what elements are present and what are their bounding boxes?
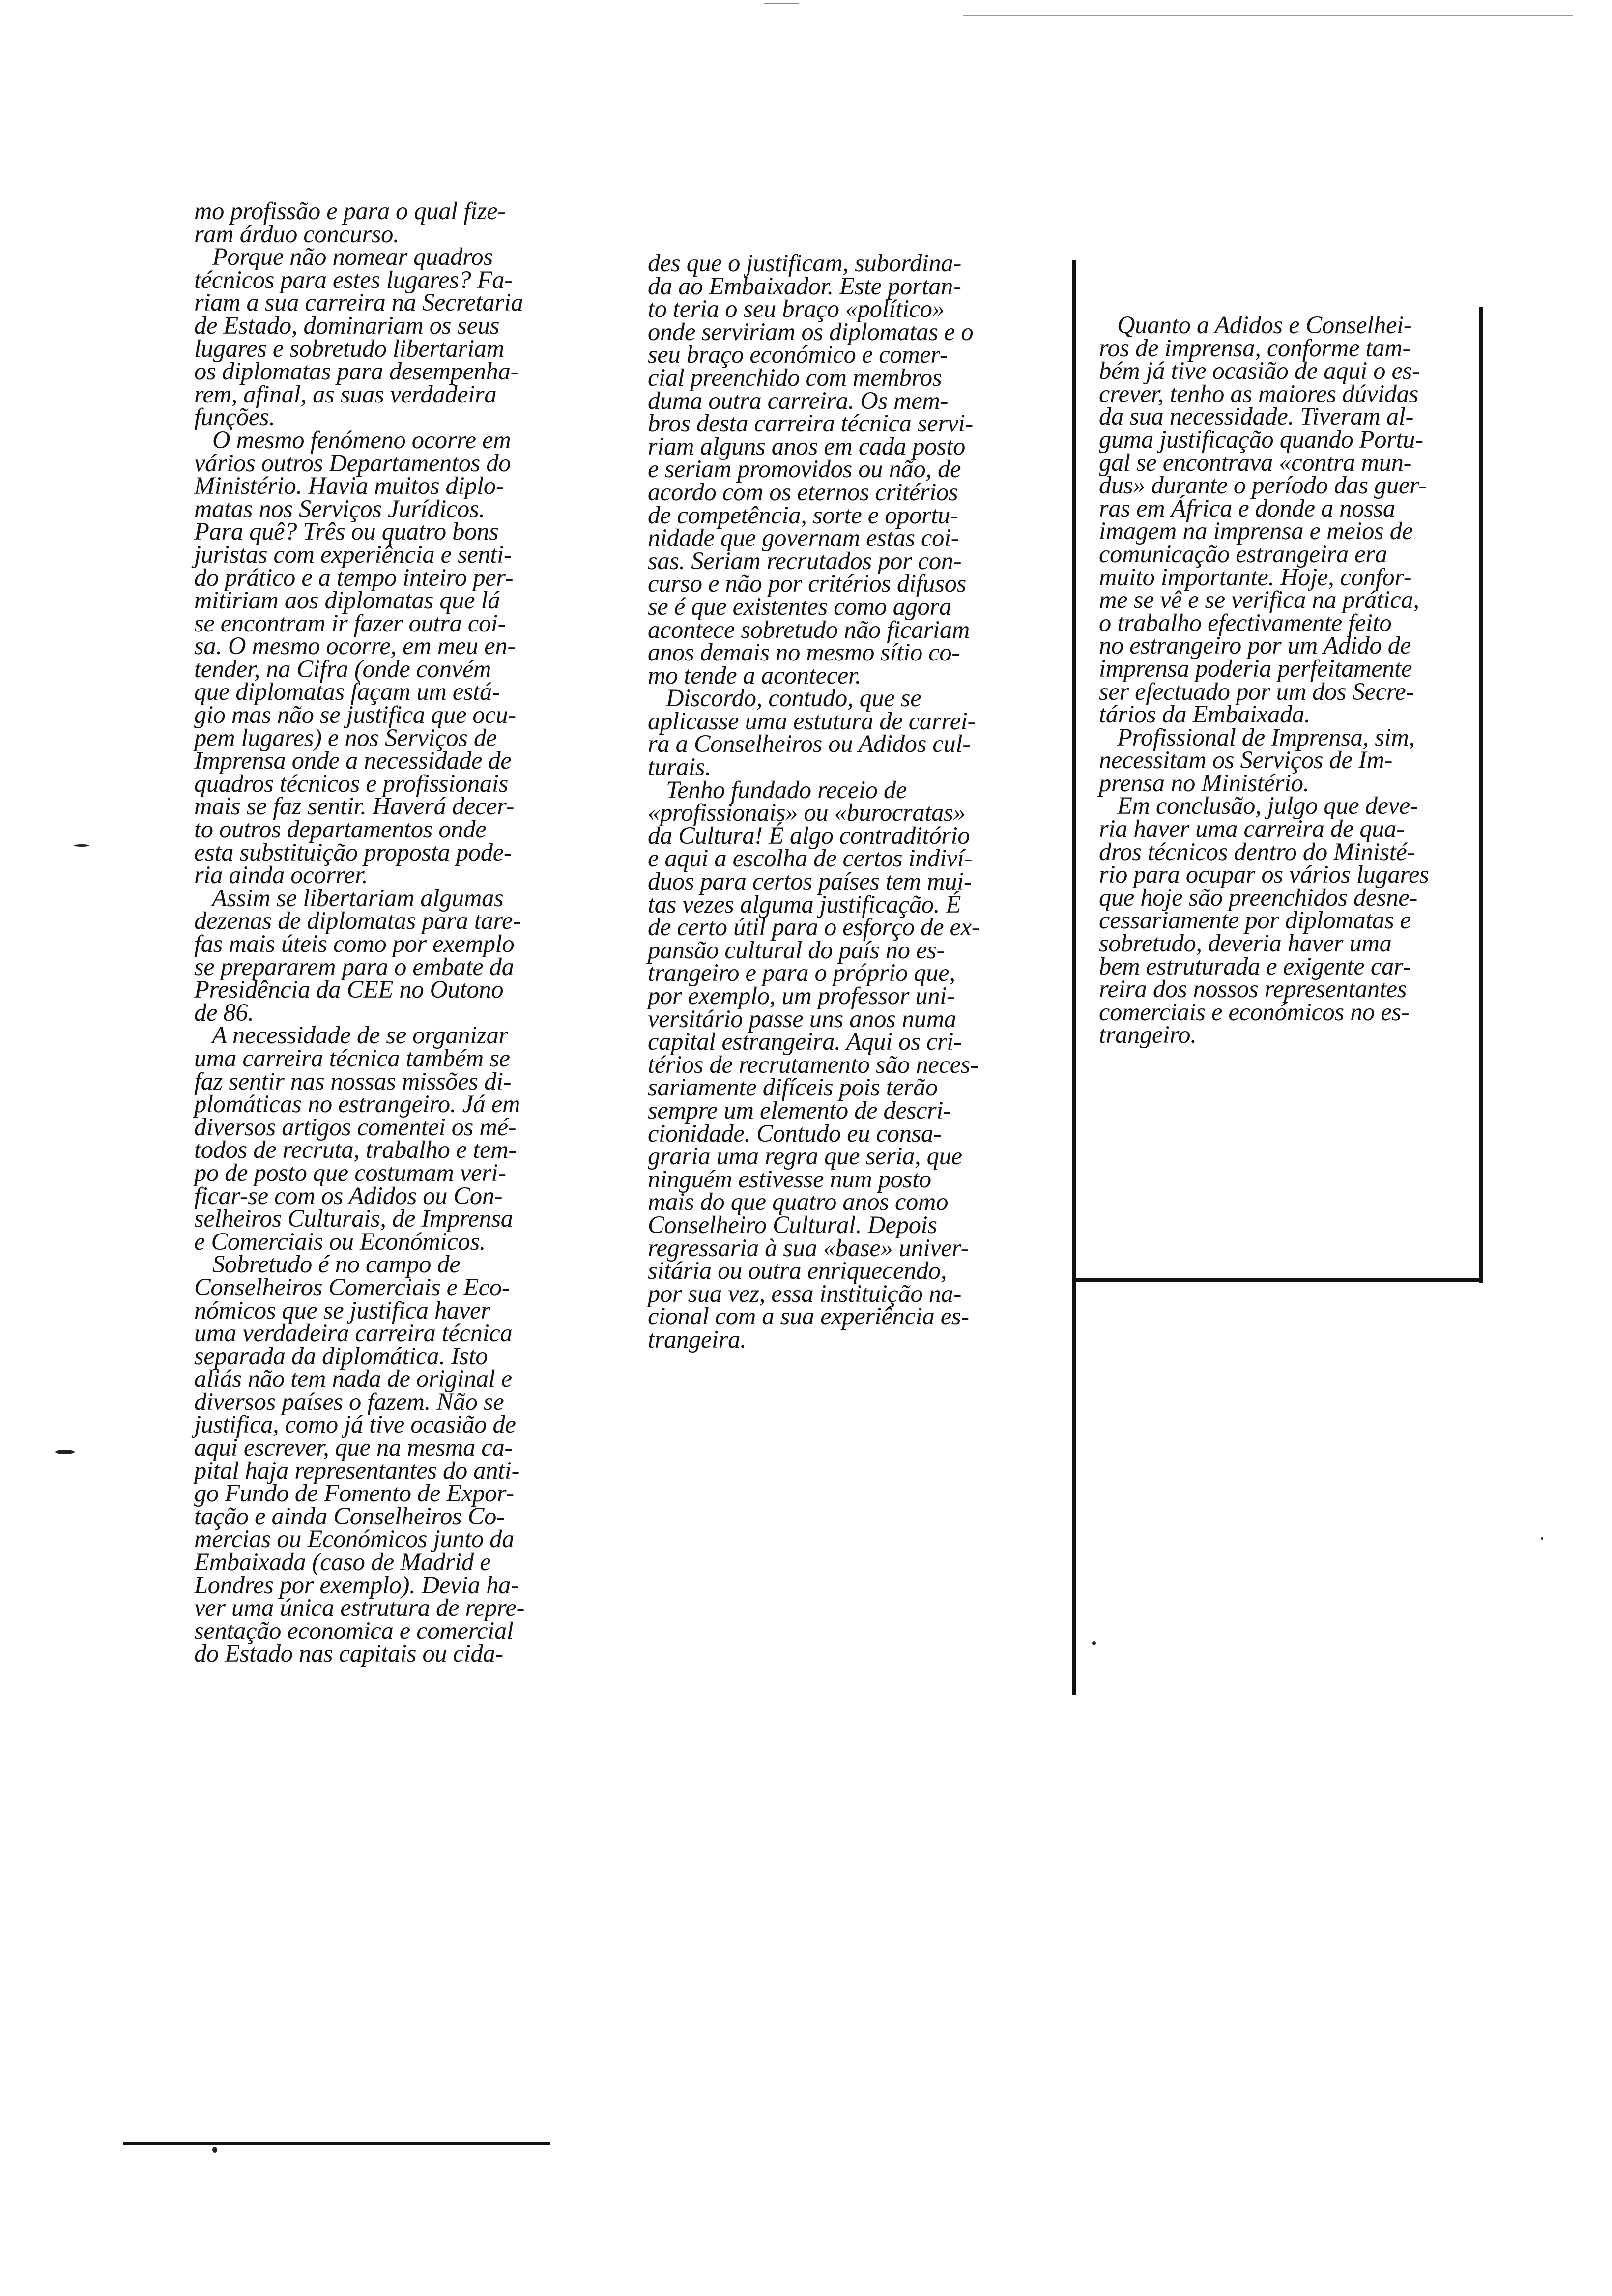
scan-speck bbox=[55, 1450, 75, 1454]
column-3-box-bottom-rule bbox=[1076, 1278, 1483, 1282]
scan-speck bbox=[212, 2147, 217, 2152]
scan-top-dash bbox=[764, 3, 799, 4]
scan-speck bbox=[1541, 1537, 1543, 1540]
article-column-2: des que o justificam, subordina- da ao Embaixador. Este portan- to teria o seu braço «político» onde serviriam os diplomatas e o seu braço económico e comer- cial preenchido com membros duma outra carreira. Os mem- bros desta carreira técnica servi- riam alguns anos em cada posto e seriam promovidos ou não, de acordo com os eternos critérios de competência, sorte e oportu- nidade que governam estas coi- sas. Seriam recrutados por con- curso e não por critérios difusos se é que existentes como agora acontece sobretudo não ficariam anos demais no mesmo sítio co- mo tende a acontecer. Discordo, contudo, que se aplicasse uma estutura de carrei- ra a Conselheiros ou Adidos cul- turais. Tenho fundado receio de «profissionais» ou «burocratas» da Cultura! É algo contraditório e aqui a escolha de certos indiví- duos para certos países tem mui- tas vezes alguma justificação. É de certo útil para o esforço de ex- pansão cultural do país no es- trangeiro e para o próprio que, por exemplo, um professor uni- versitário passe uns anos numa capital estrangeira. Aqui os cri- térios de recrutamento são neces- sariamente difíceis pois terão sempre um elemento de descri- cionidade. Contudo eu consa- graria uma regra que seria, que ninguém estivesse num posto mais do que quatro anos como Conselheiro Cultural. Depois regressaria à sua «base» univer- sitária ou outra enriquecendo, por sua vez, essa instituição na- cional com a sua experiência es- trangeira. bbox=[648, 249, 980, 1353]
column-2-right-rule bbox=[1072, 260, 1076, 1695]
scan-speck bbox=[74, 844, 89, 847]
article-column-1: mo profissão e para o qual fize- ram árduo concurso. Porque não nomear quadros técnicos para estes lugares? Fa- riam a sua carreira na Secretaria de Estado, dominariam os seus lugares e sobretudo libertariam os diplomatas para desempenha- rem, afinal, as suas verdadeira funções. O mesmo fenómeno ocorre em vários outros Departamentos do Ministério. Havia muitos diplo- matas nos Serviços Jurídicos. Para quê? Três ou quatro bons juristas com experiência e senti- do prático e a tempo inteiro per- mitiriam aos diplomatas que lá se encontram ir fazer outra coi- sa. O mesmo ocorre, em meu en- tender, na Cifra (onde convém que diplomatas façam um está- gio mas não se justifica que ocu- pem lugares) e nos Serviços de Imprensa onde a necessidade de quadros técnicos e profissionais mais se faz sentir. Haverá decer- to outros departamentos onde esta substituição proposta pode- ria ainda ocorrer. Assim se libertariam algumas dezenas de diplomatas para tare- fas mais úteis como por exemplo se prepararem para o embate da Presidência da CEE no Outono de 86. A necessidade de se organizar uma carreira técnica também se faz sentir nas nossas missões di- plomáticas no estrangeiro. Já em diversos artigos comentei os mé- todos de recruta, trabalho e tem- po de posto que costumam veri- ficar-se com os Adidos ou Con- selheiros Culturais, de Imprensa e Comerciais ou Económicos. Sobretudo é no campo de Conselheiros Comerciais e Eco- nómicos que se justifica haver uma verdadeira carreira técnica separada da diplomática. Isto aliás não tem nada de original e diversos países o fazem. Não se justifica, como já tive ocasião de aqui escrever, que na mesma ca- pital haja representantes do anti- go Fundo de Fomento de Expor- tação e ainda Conselheiros Co- mercias ou Económicos junto da Embaixada (caso de Madrid e Londres por exemplo). Devia ha- ver uma única estrutura de repre- sentação economica e comercial do Estado nas capitais ou cida- bbox=[194, 197, 525, 1667]
column-1-bottom-rule bbox=[123, 2142, 550, 2145]
article-column-3: Quanto a Adidos e Conselhei- ros de imprensa, conforme tam- bém já tive ocasião de aqui o es- crever, tenho as maiores dúvidas da sua necessidade. Tiveram al- guma justificação quando Portu- gal se encontrava «contra mun- dus» durante o período das guer- ras em África e donde a nossa imagem na imprensa e meios de comunicação estrangeira era muito importante. Hoje, confor- me se vê e se verifica na prática, o trabalho efectivamente feito no estrangeiro por um Adido de imprensa poderia perfeitamente ser efectuado por um dos Secre- tários da Embaixada. Profissional de Imprensa, sim, necessitam os Serviços de Im- prensa no Ministério. Em conclusão, julgo que deve- ria haver uma carreira de qua- dros técnicos dentro do Ministé- rio para ocupar os vários lugares que hoje são preenchidos desne- cessariamente por diplomatas e sobretudo, deveria haver uma bem estruturada e exigente car- reira dos nossos representantes comerciais e económicos no es- trangeiro. bbox=[1099, 311, 1429, 1049]
scan-top-edge-line bbox=[963, 15, 1573, 16]
scan-speck bbox=[1092, 1641, 1096, 1645]
column-3-box-right-rule bbox=[1479, 307, 1483, 1283]
